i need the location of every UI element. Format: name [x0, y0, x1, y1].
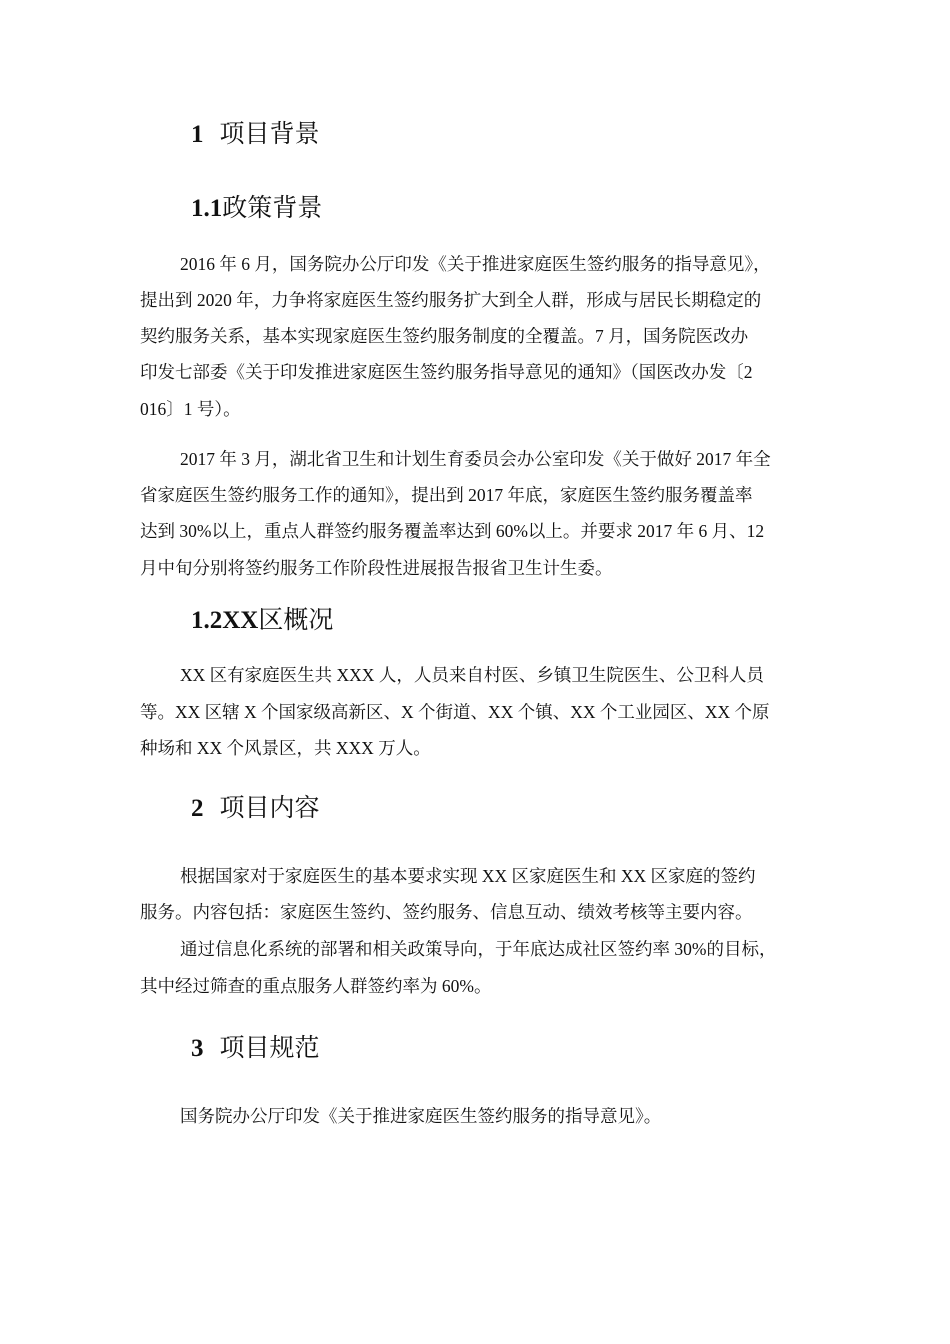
heading-title: 政策背景 — [222, 195, 323, 222]
paragraph-line: 达到 30%以上，重点人群签约服务覆盖率达到 60%以上。并要求 2017 年 6 月、12 — [140, 521, 765, 541]
heading-section-1-1 — [191, 194, 322, 224]
heading-title: 项目内容 — [219, 795, 320, 822]
heading-number: 1.2XX — [191, 607, 259, 634]
heading-section-1 — [191, 120, 320, 150]
paragraph-line: 契约服务关系，基本实现家庭医生签约服务制度的全覆盖。7 月，国务院医改办 — [140, 326, 749, 346]
heading-number: 2 — [191, 795, 204, 822]
paragraph-line: 省家庭医生签约服务工作的通知》，提出到 2017 年底，家庭医生签约服务覆盖率 — [140, 485, 753, 505]
paragraph-line: 其中经过筛查的重点服务人群签约率为 60%。 — [140, 976, 492, 996]
paragraph-line: 2017 年 3 月，湖北省卫生和计划生育委员会办公室印发《关于做好 2017 年全 — [180, 449, 771, 469]
heading-number: 1 — [191, 121, 204, 148]
paragraph-line: 根据国家对于家庭医生的基本要求实现 XX 区家庭医生和 XX 区家庭的签约 — [180, 866, 756, 886]
paragraph-line: 服务。内容包括：家庭医生签约、签约服务、信息互动、绩效考核等主要内容。 — [140, 902, 753, 922]
paragraph-line: XX 区有家庭医生共 XXX 人，人员来自村医、乡镇卫生院医生、公卫科人员 — [180, 665, 764, 685]
heading-section-2 — [191, 794, 320, 824]
paragraph-line: 提出到 2020 年，力争将家庭医生签约服务扩大到全人群，形成与居民长期稳定的 — [140, 290, 762, 310]
paragraph-line: 印发七部委《关于印发推进家庭医生签约服务指导意见的通知》（国医改办发〔2 — [140, 362, 753, 382]
heading-section-3 — [191, 1034, 320, 1064]
heading-section-1-2 — [191, 606, 333, 636]
paragraph-line: 月中旬分别将签约服务工作阶段性进展报告报省卫生计生委。 — [140, 558, 613, 578]
heading-number: 3 — [191, 1035, 204, 1062]
heading-title: 区概况 — [258, 607, 334, 634]
paragraph-line: 国务院办公厅印发《关于推进家庭医生签约服务的指导意见》。 — [180, 1106, 662, 1126]
heading-title: 项目规范 — [219, 1035, 320, 1062]
heading-number: 1.1 — [191, 195, 223, 222]
heading-title: 项目背景 — [219, 121, 320, 148]
paragraph-line: 2016 年 6 月，国务院办公厅印发《关于推进家庭医生签约服务的指导意见》， — [180, 254, 771, 274]
paragraph-line: 等。XX 区辖 X 个国家级高新区、X 个街道、XX 个镇、XX 个工业园区、XX 个原 — [140, 702, 770, 722]
paragraph-line: 种场和 XX 个风景区，共 XXX 万人。 — [140, 738, 431, 758]
paragraph-line: 016〕1 号）。 — [140, 399, 241, 419]
paragraph-line: 通过信息化系统的部署和相关政策导向，于年底达成社区签约率 30%的目标， — [180, 939, 777, 959]
